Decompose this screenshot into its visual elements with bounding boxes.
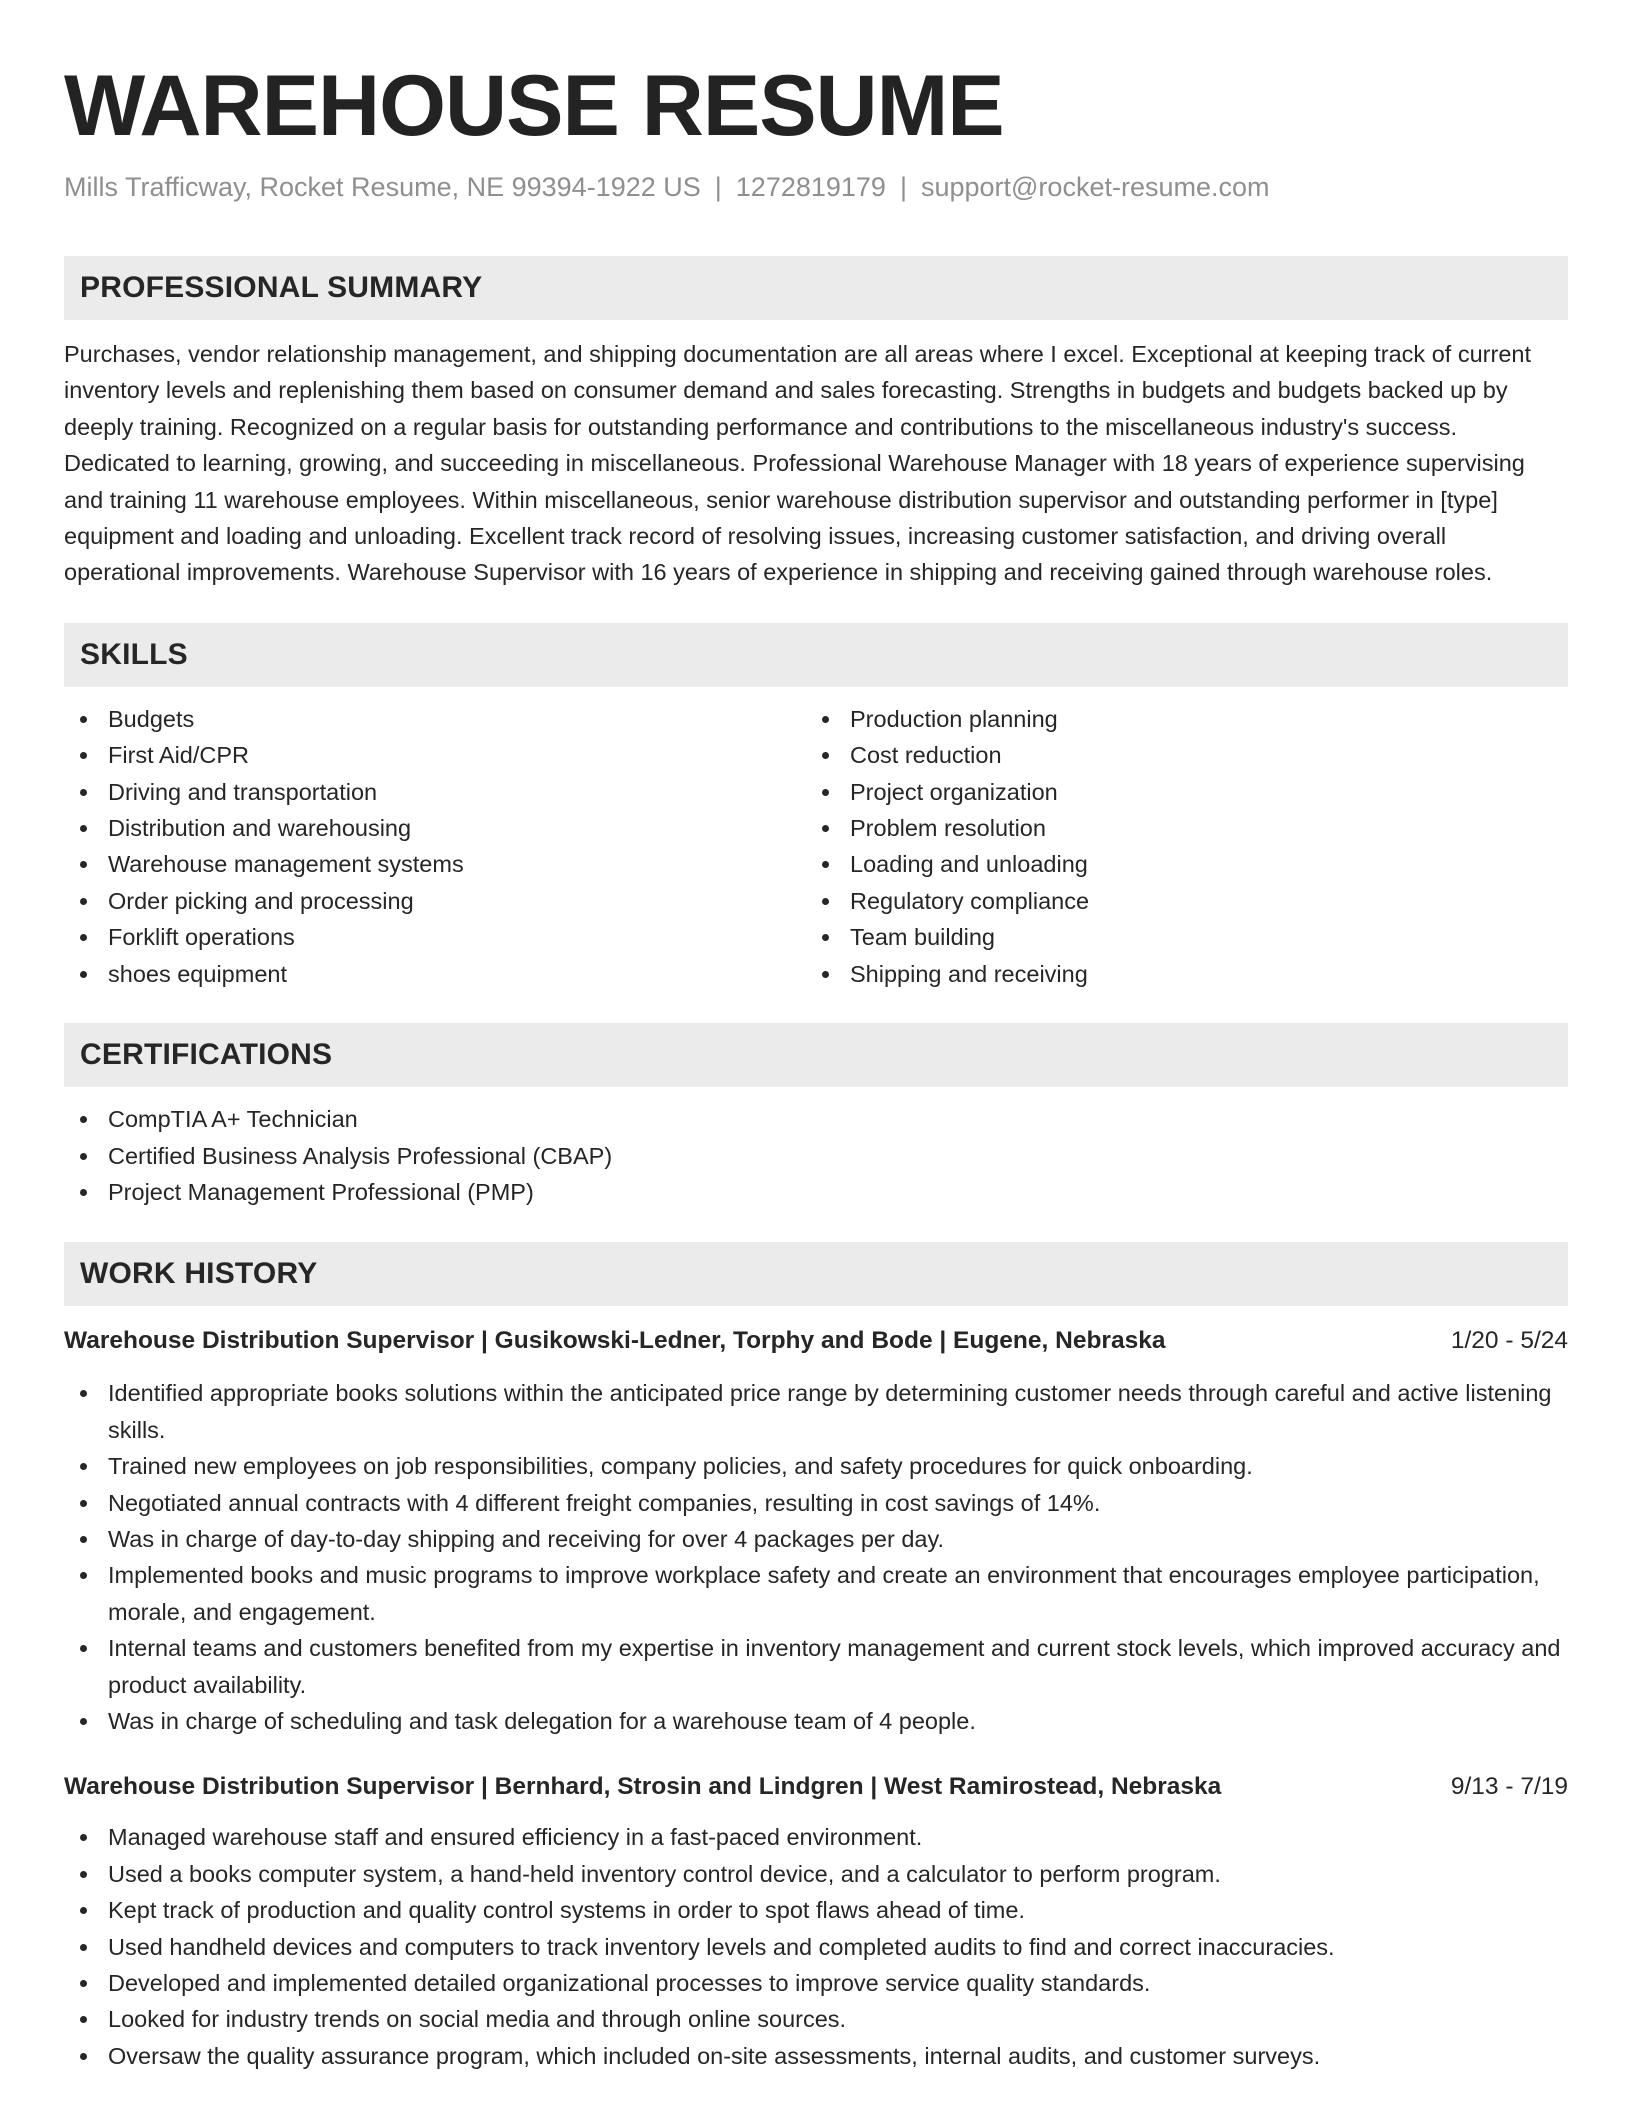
skill-item: Project organization bbox=[806, 774, 1548, 810]
skill-item: Problem resolution bbox=[806, 810, 1548, 846]
section-heading-skills: SKILLS bbox=[64, 623, 1568, 687]
certifications-list bbox=[64, 1101, 1568, 1210]
summary-paragraph: Purchases, vendor relationship management, and shipping documentation are all areas where I excel. Exceptional at keeping track of current inventory levels and replenishing them based on consumer demand and sales forecasting. Strengths in budgets and budgets backed up by deeply training. Recognized on a regular basis for outstanding performance and contributions to the miscellaneous industry's success. Dedicated to learning, growing, and succeeding in miscellaneous. Professional Warehouse Manager with 18 years of experience supervising and training 11 warehouse employees. Within miscellaneous, senior warehouse distribution supervisor and outstanding performer in [type] equipment and loading and unloading. Excellent track record of resolving issues, increasing customer satisfaction, and driving overall operational improvements. Warehouse Supervisor with 16 years of experience in shipping and receiving gained through warehouse roles. bbox=[64, 341, 1531, 586]
job-bullet: Used handheld devices and computers to track inventory levels and completed audits to find and correct inaccuracies. bbox=[64, 1929, 1568, 1965]
skill-item: Warehouse management systems bbox=[64, 846, 806, 882]
job-dates: 1/20 - 5/24 bbox=[1450, 1327, 1568, 1355]
job-bullet-list bbox=[64, 1375, 1568, 1739]
job-header bbox=[64, 1323, 1568, 1359]
skill-item: shoes equipment bbox=[64, 956, 806, 992]
skill-item: Cost reduction bbox=[806, 737, 1548, 773]
job-title: Warehouse Distribution Supervisor | Gusikowski-Ledner, Torphy and Bode | Eugene, Nebraska bbox=[64, 1327, 1166, 1355]
skill-item: First Aid/CPR bbox=[64, 737, 806, 773]
skills-list-right bbox=[806, 701, 1548, 992]
job-header bbox=[64, 1769, 1568, 1805]
job-bullet: Looked for industry trends on social media and through online sources. bbox=[64, 2001, 1568, 2037]
skill-item: Order picking and processing bbox=[64, 883, 806, 919]
job-dates: 9/13 - 7/19 bbox=[1450, 1773, 1568, 1801]
section-heading-work-history: WORK HISTORY bbox=[64, 1242, 1568, 1306]
certification-item: CompTIA A+ Technician bbox=[64, 1101, 1568, 1137]
job-bullet: Managed warehouse staff and ensured efficiency in a fast-paced environment. bbox=[64, 1819, 1568, 1855]
skills-grid bbox=[64, 701, 1568, 992]
job-bullet: Trained new employees on job responsibilities, company policies, and safety procedures for quick onboarding. bbox=[64, 1448, 1568, 1484]
job-bullet: Internal teams and customers benefited from my expertise in inventory management and current stock levels, which improved accuracy and product availability. bbox=[64, 1630, 1568, 1703]
job-title: Warehouse Distribution Supervisor | Bernhard, Strosin and Lindgren | West Ramirostead, Nebraska bbox=[64, 1773, 1222, 1801]
skill-item: Shipping and receiving bbox=[806, 956, 1548, 992]
job-bullet: Implemented books and music programs to improve workplace safety and create an environment that encourages employee participation, morale, and engagement. bbox=[64, 1557, 1568, 1630]
section-heading-certifications: CERTIFICATIONS bbox=[64, 1023, 1568, 1087]
skill-item: Production planning bbox=[806, 701, 1548, 737]
skills-list-left bbox=[64, 701, 806, 992]
skill-item: Loading and unloading bbox=[806, 846, 1548, 882]
job-bullet: Was in charge of scheduling and task delegation for a warehouse team of 4 people. bbox=[64, 1703, 1568, 1739]
job-bullet: Was in charge of day-to-day shipping and receiving for over 4 packages per day. bbox=[64, 1521, 1568, 1557]
resume-title: WAREHOUSE RESUME bbox=[64, 58, 1004, 154]
job-bullet-list bbox=[64, 1819, 1568, 2074]
section-heading-summary: PROFESSIONAL SUMMARY bbox=[64, 256, 1568, 320]
job-bullet: Negotiated annual contracts with 4 different freight companies, resulting in cost savings of 14%. bbox=[64, 1485, 1568, 1521]
job-bullet: Developed and implemented detailed organizational processes to improve service quality standards. bbox=[64, 1965, 1568, 2001]
job-bullet: Kept track of production and quality control systems in order to spot flaws ahead of time. bbox=[64, 1892, 1568, 1928]
skill-item: Regulatory compliance bbox=[806, 883, 1548, 919]
skill-item: Team building bbox=[806, 919, 1548, 955]
certification-item: Certified Business Analysis Professional (CBAP) bbox=[64, 1138, 1568, 1174]
job-bullet: Identified appropriate books solutions within the anticipated price range by determining customer needs through careful and active listening skills. bbox=[64, 1375, 1568, 1448]
job-bullet: Used a books computer system, a hand-held inventory control device, and a calculator to perform program. bbox=[64, 1856, 1568, 1892]
certification-item: Project Management Professional (PMP) bbox=[64, 1174, 1568, 1210]
skill-item: Distribution and warehousing bbox=[64, 810, 806, 846]
skill-item: Driving and transportation bbox=[64, 774, 806, 810]
skill-item: Forklift operations bbox=[64, 919, 806, 955]
contact-phone: 1272819179 bbox=[735, 172, 886, 202]
contact-separator: | bbox=[714, 172, 722, 202]
skill-item: Budgets bbox=[64, 701, 806, 737]
job-bullet: Oversaw the quality assurance program, which included on-site assessments, internal audits, and customer surveys. bbox=[64, 2038, 1568, 2074]
contact-email: support@rocket-resume.com bbox=[920, 172, 1270, 202]
contact-separator: | bbox=[899, 172, 907, 202]
contact-address: Mills Trafficway, Rocket Resume, NE 99394-1922 US bbox=[64, 172, 701, 202]
job-entry bbox=[64, 1323, 1568, 1739]
job-entry bbox=[64, 1769, 1568, 2074]
contact-line bbox=[64, 170, 1568, 204]
